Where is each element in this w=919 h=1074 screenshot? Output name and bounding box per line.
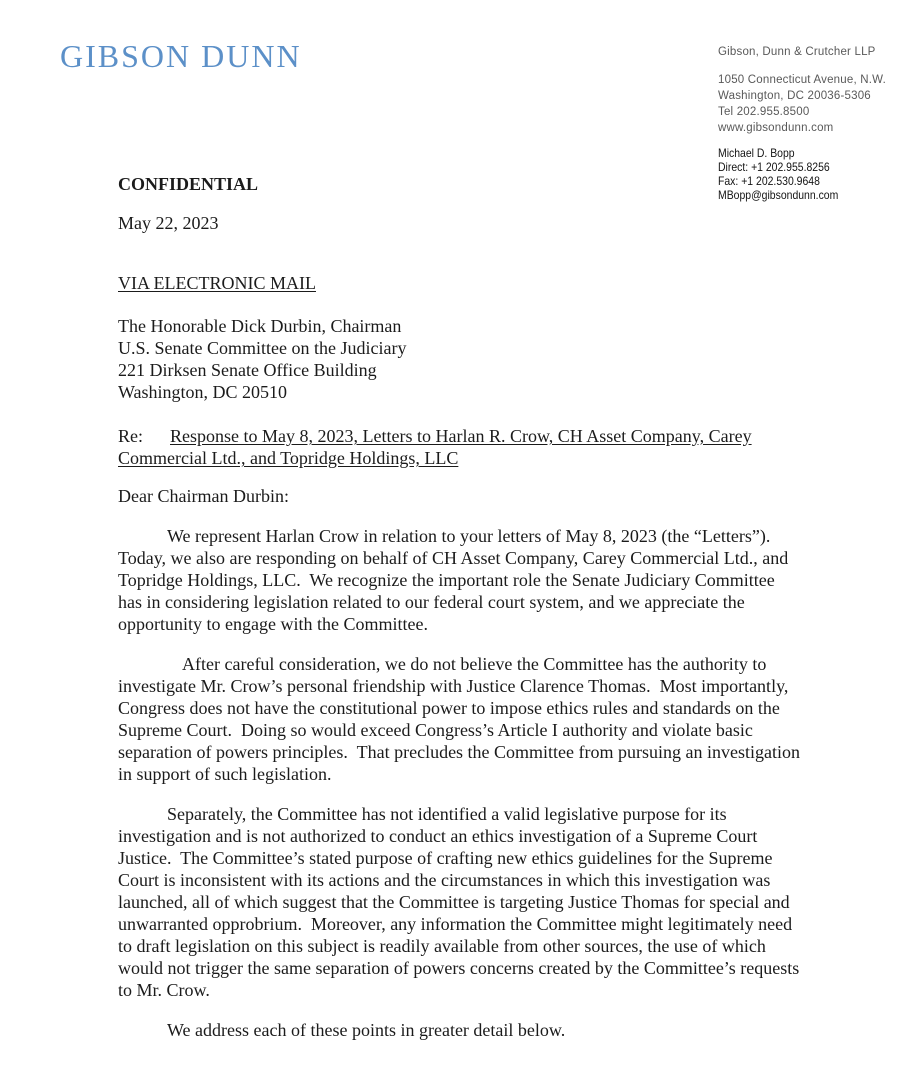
firm-contact-block bbox=[718, 44, 886, 136]
firm-address-line: 1050 Connecticut Avenue, N.W. bbox=[718, 74, 886, 86]
recipient-line: 221 Dirksen Senate Office Building bbox=[118, 360, 377, 380]
attorney-fax: Fax: +1 202.530.9648 bbox=[718, 174, 820, 188]
firm-address-line: Washington, DC 20036-5306 bbox=[718, 90, 871, 102]
attorney-direct-phone: Direct: +1 202.955.8256 bbox=[718, 160, 830, 174]
paragraph-1: We represent Harlan Crow in relation to your letters of May 8, 2023 (the “Letters”). Today, we also are responding on behalf of CH Asset Company, Carey Commercial Ltd., and Topridge Holdings, LLC. We recognize the important role the Senate Judiciary Committee has in considering legislation related to our federal court system, and we appreciate the opportunity to engage with the Committee. bbox=[118, 526, 793, 634]
paragraph-2: After careful consideration, we do not believe the Committee has the authority to investigate Mr. Crow’s personal friendship with Justice Clarence Thomas. Most importantly, Congress does not have the constitutional power to impose ethics rules and standards on the Supreme Court. Doing so would exceed Congress’s Article I authority and violate basic separation of powers principles. That precludes the Committee from pursuing an investigation in support of such legislation. bbox=[118, 654, 805, 784]
paragraph-3: Separately, the Committee has not identified a valid legislative purpose for its investigation and is not authorized to conduct an ethics investigation of a Supreme Court Justice. The Committee’s stated purpose of crafting new ethics guidelines for the Supreme Court is inconsistent with its actions and the circumstances in which this investigation was launched, all of which suggest that the Committee is targeting Justice Thomas for special and unwarranted opprobrium. Moreover, any information the Committee might legitimately need to draft legislation on this subject is readily available from other sources, the use of which would not trigger the same separation of powers concerns created by the Committee’s requests to Mr. Crow. bbox=[118, 804, 804, 1000]
attorney-name: Michael D. Bopp bbox=[718, 146, 795, 160]
recipient-line: Washington, DC 20510 bbox=[118, 382, 288, 402]
recipient-address bbox=[118, 315, 802, 403]
re-subject: Response to May 8, 2023, Letters to Harlan R. Crow, CH Asset Company, Carey Commercial Ltd., and Topridge Holdings, LLC bbox=[118, 426, 752, 468]
firm-website: www.gibsondunn.com bbox=[718, 122, 834, 134]
re-label: Re: bbox=[118, 426, 143, 446]
salutation: Dear Chairman Durbin: bbox=[118, 486, 289, 506]
confidential-label: CONFIDENTIAL bbox=[118, 174, 259, 194]
firm-logo: GIBSON DUNN bbox=[60, 38, 302, 74]
firm-phone: Tel 202.955.8500 bbox=[718, 106, 810, 118]
paragraph-4: We address each of these points in greater detail below. bbox=[167, 1020, 566, 1040]
letter-date: May 22, 2023 bbox=[118, 213, 219, 233]
letter-body bbox=[118, 173, 805, 1041]
recipient-line: U.S. Senate Committee on the Judiciary bbox=[118, 338, 407, 358]
attorney-email: MBopp@gibsondunn.com bbox=[718, 188, 839, 202]
recipient-line: The Honorable Dick Durbin, Chairman bbox=[118, 316, 402, 336]
delivery-method: VIA ELECTRONIC MAIL bbox=[118, 273, 316, 293]
re-line bbox=[118, 425, 802, 469]
firm-name: Gibson, Dunn & Crutcher LLP bbox=[718, 46, 876, 58]
